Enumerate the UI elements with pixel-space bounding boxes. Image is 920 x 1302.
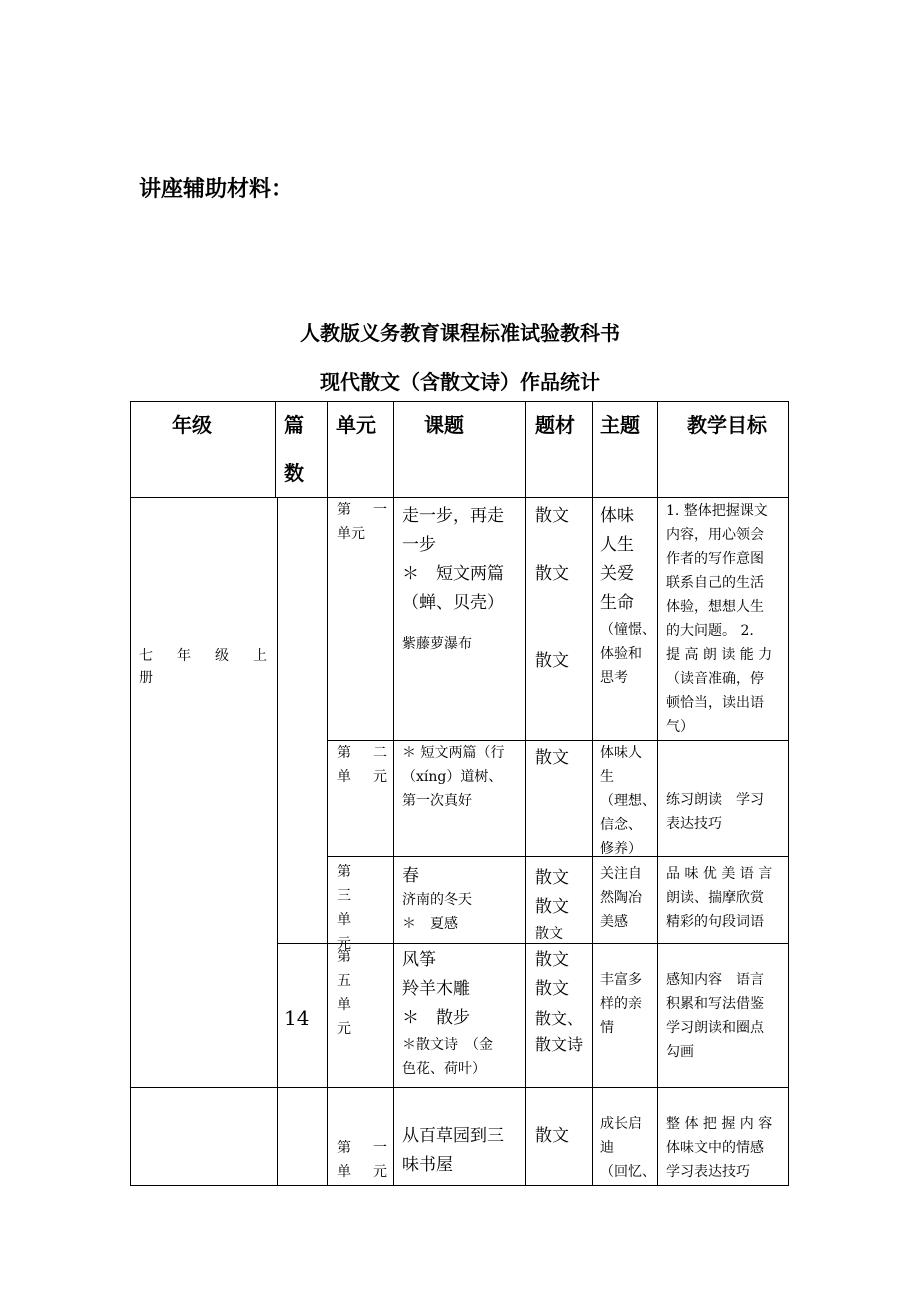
header-count-2: 数 [284, 461, 304, 485]
lesson-cell [402, 741, 524, 813]
goal-line: 提 高 朗 读 能 力 [666, 647, 773, 663]
lesson-line: ＊ 夏感 [402, 916, 458, 932]
goal-line: 学习朗读和圈点 [666, 1020, 764, 1036]
material-cell [535, 744, 569, 773]
theme-line: （理想、 [600, 793, 656, 809]
theme-cell [600, 741, 658, 861]
unit-line: 单 元 [337, 1164, 387, 1180]
lesson-cell [402, 502, 520, 656]
header-goal: 教学目标 [687, 413, 767, 437]
unit-line: 单 元 [337, 769, 387, 785]
theme-line: 思考 [600, 670, 628, 686]
table-rule [327, 401, 328, 1186]
goal-line: 联系自己的生活 [666, 575, 764, 591]
material-line: 散文诗 [535, 1035, 584, 1054]
header-grade: 年级 [172, 413, 212, 437]
table-rule [130, 497, 789, 498]
grade-label-1: 七 年 级 上 [139, 648, 267, 664]
unit-line: 单 元 [337, 912, 365, 952]
material-cell [535, 1122, 569, 1151]
lesson-line: ＊散文诗 （金 [402, 1037, 493, 1053]
theme-line: 人生 [600, 535, 634, 555]
goal-line: 顿恰当，读出语 [666, 695, 764, 711]
lesson-line: 味书屋 [402, 1155, 453, 1175]
material-line: 散文 [535, 1126, 569, 1146]
theme-line: 成长启 [600, 1116, 642, 1132]
lesson-line: 紫藤萝瀑布 [402, 636, 472, 652]
table-rule [393, 401, 394, 1186]
material-line: 散文 [535, 897, 569, 917]
header-lesson: 课题 [424, 413, 464, 437]
theme-line: 关注自 [600, 866, 642, 882]
goal-line: 朗读、揣摩欣赏 [666, 890, 764, 906]
lesson-line: 春 [402, 866, 419, 886]
goal-line: 勾画 [666, 1044, 694, 1060]
grade-label-2: 册 [139, 670, 153, 686]
table-rule [277, 1087, 278, 1186]
goal-line: 精彩的句段词语 [666, 914, 764, 930]
goal-line: 体验，想想人生 [666, 599, 764, 615]
theme-line: 体味人 [600, 745, 642, 761]
header-material: 题材 [535, 413, 575, 437]
count-value: 14 [284, 1006, 310, 1030]
goal-line: 积累和写法借鉴 [666, 996, 764, 1012]
lesson-line: 走一步，再走 [402, 506, 504, 526]
unit-line: 第 一 [337, 502, 387, 518]
lesson-line: 色花、荷叶） [402, 1061, 486, 1077]
material-line: 散文 [535, 950, 569, 970]
goal-line: 体味文中的情感 [666, 1140, 764, 1156]
theme-line: 生 [600, 769, 614, 785]
table-rule [277, 497, 278, 1087]
header-unit: 单元 [336, 413, 376, 437]
lesson-line: ＊ 散步 [402, 1008, 470, 1028]
table-rule [327, 856, 789, 857]
lesson-line: ＊ 短文两篇（行 [402, 745, 505, 761]
table-subtitle: 现代散文（含散文诗）作品统计 [320, 370, 600, 394]
goal-line: 作者的写作意图 [666, 551, 764, 567]
theme-line: 关爱 [600, 564, 634, 584]
material-line: 散文 [535, 506, 569, 526]
theme-line: 体味 [600, 506, 634, 526]
lesson-line: 济南的冬天 [402, 892, 472, 908]
material-line: 散文、 [535, 1009, 584, 1028]
lesson-cell [402, 946, 522, 1081]
lesson-line: 从百草园到三 [402, 1126, 504, 1146]
theme-cell [600, 968, 658, 1040]
table-title: 人教版义务教育课程标准试验教科书 [300, 321, 620, 345]
goal-line: 1. 整体把握课文 [666, 503, 768, 519]
theme-line: 生命 [600, 593, 634, 613]
material-cell [535, 946, 593, 1057]
theme-line: 样的亲 [600, 996, 642, 1012]
theme-line: 体验和 [600, 646, 642, 662]
material-line: 散文 [535, 651, 569, 671]
theme-cell [600, 1112, 658, 1184]
goal-cell [666, 499, 782, 739]
material-line: 散文 [535, 748, 569, 768]
lesson-cell [402, 864, 524, 936]
goal-cell [666, 862, 782, 934]
unit-cell [337, 945, 377, 1041]
theme-line: 信念、 [600, 817, 642, 833]
goal-line: 整 体 把 握 内 容 [666, 1116, 773, 1132]
theme-line: 美感 [600, 914, 628, 930]
theme-line: 迪 [600, 1140, 614, 1156]
goal-line: 品 味 优 美 语 言 [666, 866, 773, 882]
goal-cell [666, 968, 784, 1064]
header-theme: 主题 [600, 413, 640, 437]
material-cell [535, 502, 569, 676]
lesson-line: 第一次真好 [402, 793, 472, 809]
table-rule [275, 401, 276, 497]
lesson-line: （xíng）道树、 [402, 769, 503, 785]
header-count-1: 篇 [284, 413, 304, 437]
goal-line: 练习朗读 学习 [666, 792, 764, 808]
theme-line: 然陶冶 [600, 890, 642, 906]
unit-line: 第 一 [337, 1140, 387, 1156]
goal-cell [666, 788, 784, 836]
goal-line: 的大问题。 2. [666, 623, 754, 639]
goal-line: 表达技巧 [666, 816, 722, 832]
goal-line: 感知内容 语言 [666, 972, 764, 988]
table-rule [525, 401, 526, 1186]
goal-line: 气） [666, 719, 694, 735]
lesson-line: ＊ 短文两篇 [402, 564, 504, 584]
material-line: 散文 [535, 979, 569, 999]
theme-cell [600, 862, 658, 934]
unit-cell [337, 741, 387, 789]
unit-line: 单元 [337, 526, 365, 542]
unit-line: 单 元 [337, 997, 365, 1037]
unit-cell [337, 860, 377, 956]
table-rule [130, 1087, 789, 1088]
material-cell [535, 864, 591, 946]
table-rule [327, 740, 789, 741]
theme-line: 修养） [600, 841, 642, 857]
theme-line: 情 [600, 1020, 614, 1036]
lesson-line: 风筝 [402, 950, 436, 970]
goal-line: （读音准确，停 [666, 671, 764, 687]
unit-line: 第 五 [337, 949, 365, 989]
unit-cell [337, 498, 387, 546]
material-line: 散文 [535, 926, 563, 942]
goal-line: 内容，用心领会 [666, 527, 764, 543]
theme-line: （憧憬、 [600, 622, 656, 638]
page-heading: 讲座辅助材料： [139, 177, 294, 202]
lesson-line: 羚羊木雕 [402, 979, 470, 999]
material-line: 散文 [535, 868, 569, 888]
unit-line: 第 三 [337, 864, 365, 904]
lesson-line: 一步 [402, 535, 436, 555]
unit-line: 第 二 [337, 745, 387, 761]
unit-cell [337, 1136, 387, 1184]
table-rule [592, 401, 593, 1186]
lesson-line: （蝉、贝壳） [402, 593, 504, 613]
goal-line: 学习表达技巧 [666, 1164, 750, 1180]
goal-cell [666, 1112, 784, 1184]
lesson-cell [402, 1122, 524, 1180]
material-line: 散文 [535, 564, 569, 584]
theme-cell [600, 502, 658, 690]
theme-line: 丰富多 [600, 972, 642, 988]
theme-line: （回忆、 [600, 1164, 656, 1180]
